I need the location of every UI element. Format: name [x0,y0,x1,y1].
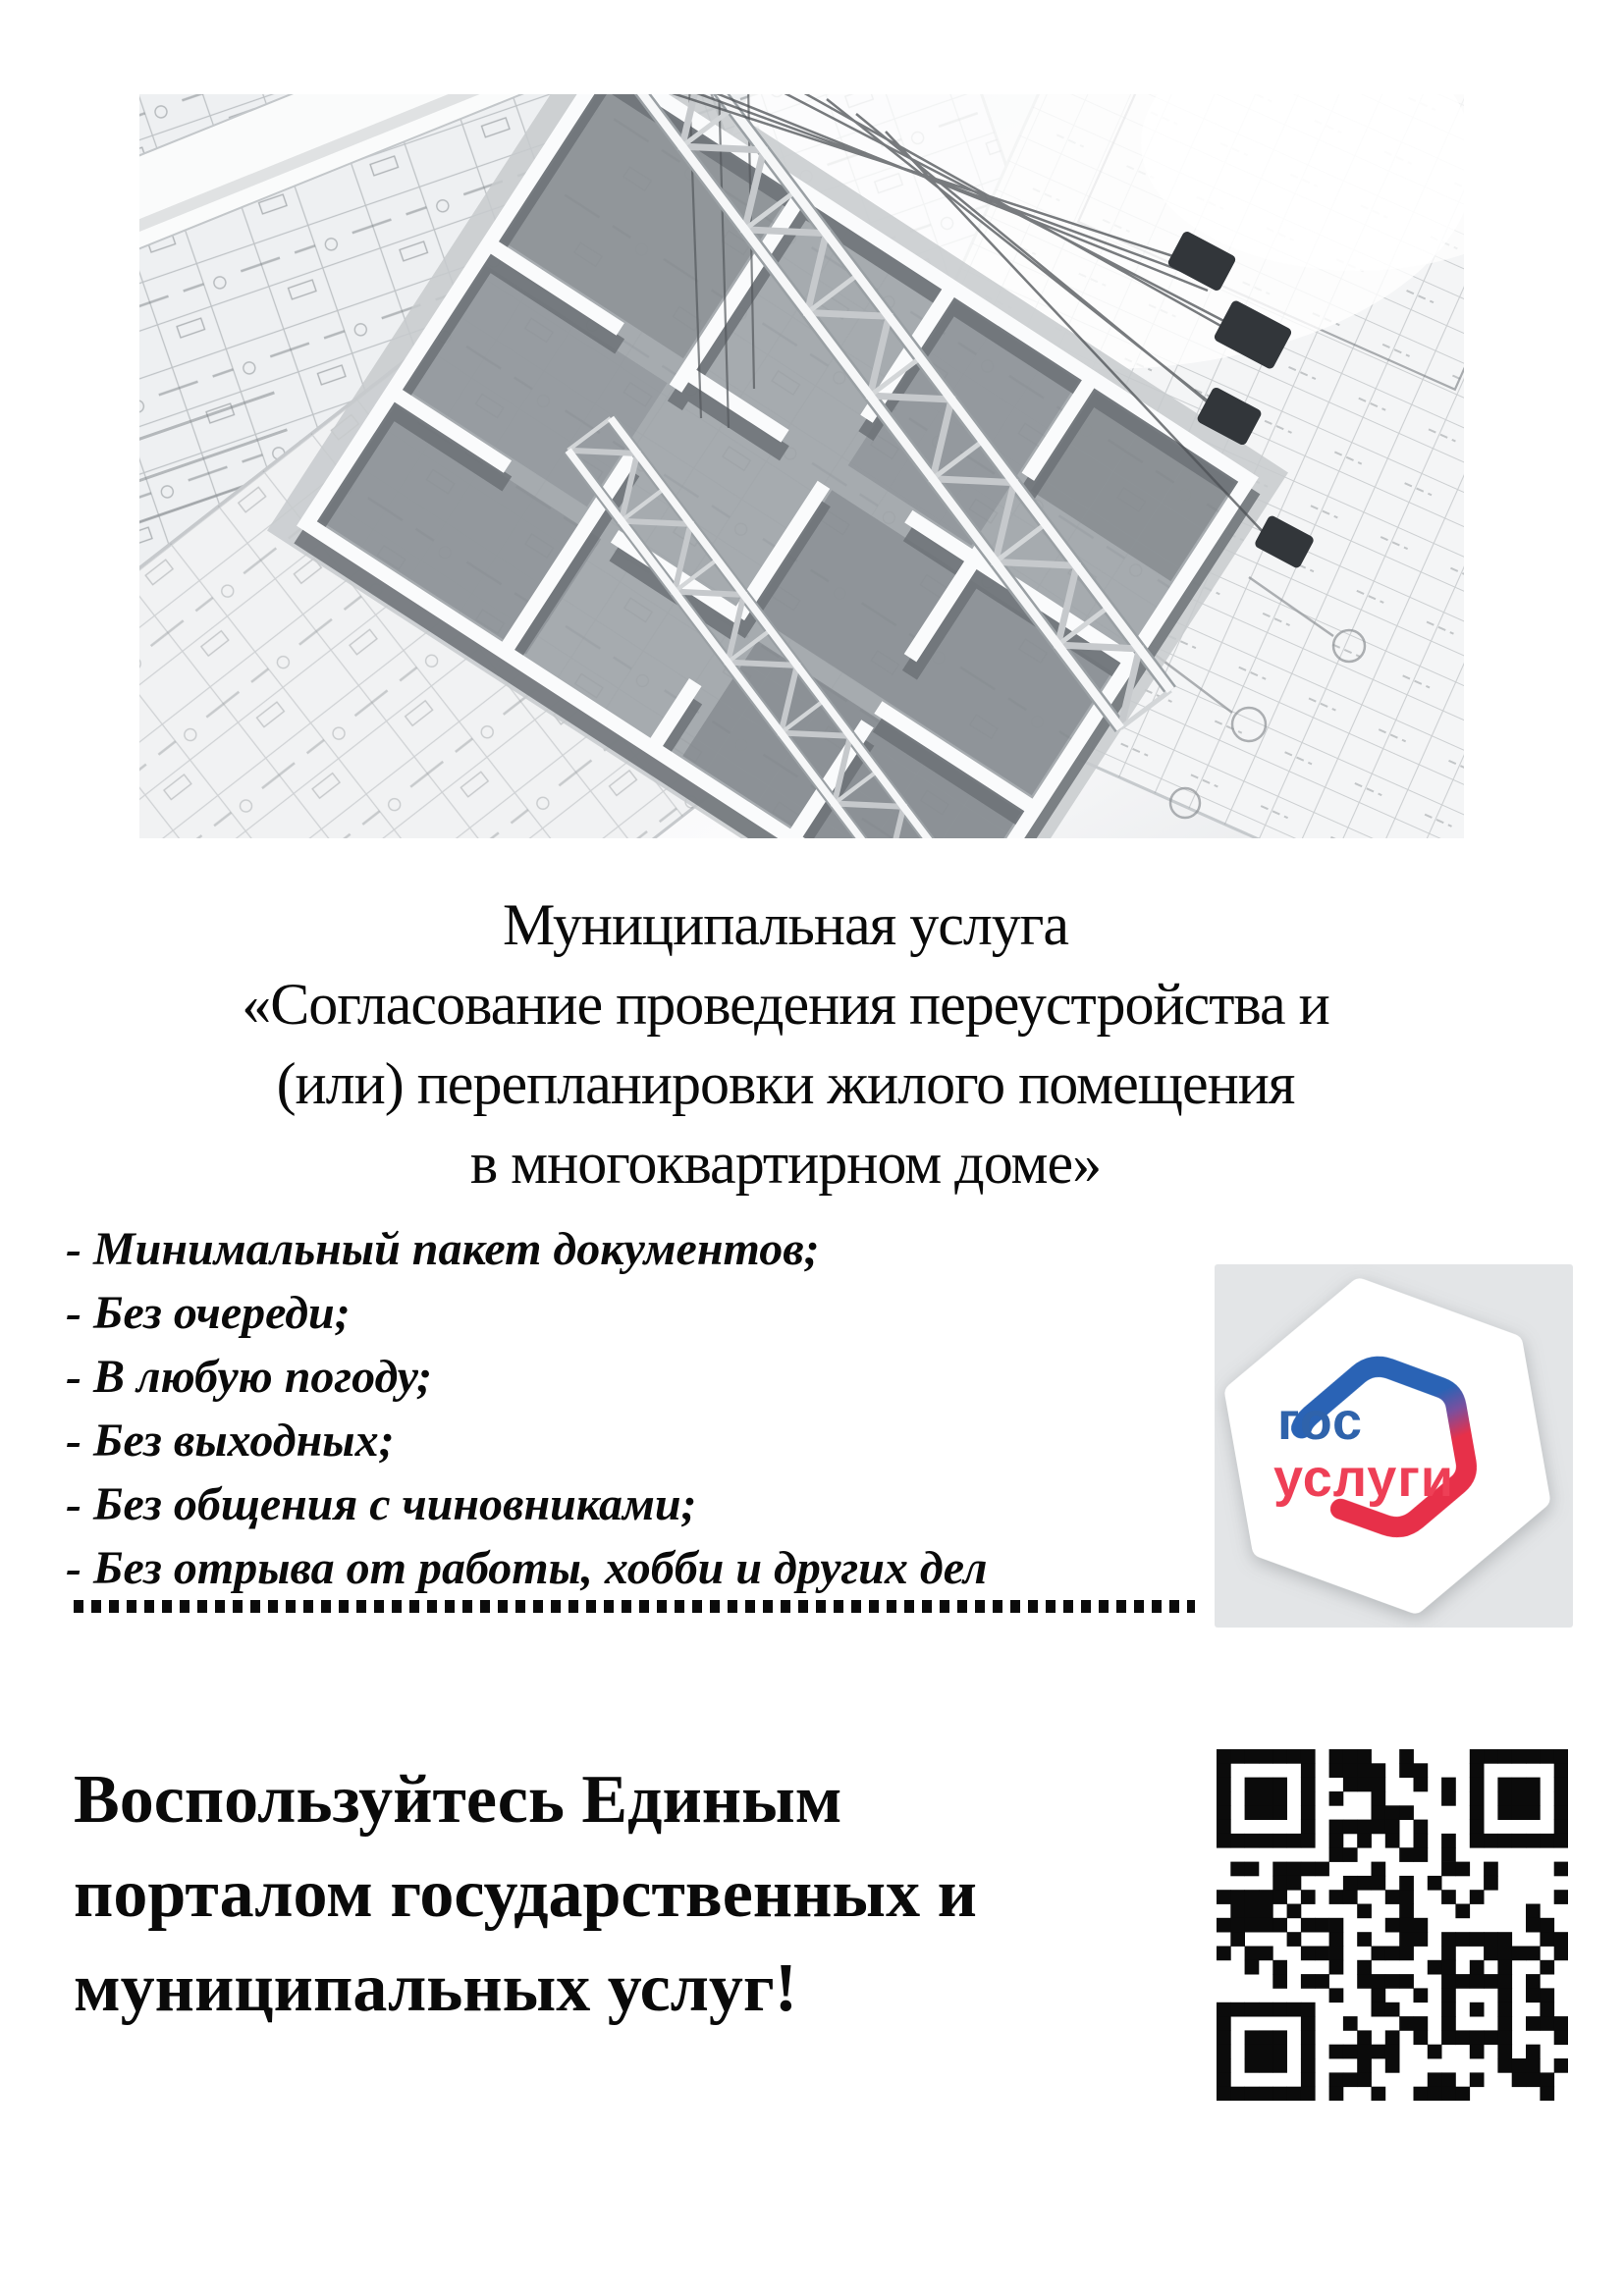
feature-item: - Без общения с чиновниками; [66,1478,697,1530]
blueprint-photo-art [139,94,1464,838]
feature-item: - Без выходных; [66,1415,395,1467]
blueprint-photo [139,94,1464,838]
feature-item: - В любую погоду; [66,1351,433,1403]
feature-item: - Без отрыва от работы, хобби и других дел [66,1542,988,1594]
service-title-line: в многоквартирном доме» [469,1131,1102,1196]
feature-item: - Без очереди; [66,1287,351,1339]
gosuslugi-logo-icon [1215,1264,1573,1628]
service-title-line: «Согласование проведения переустройства и [242,972,1329,1037]
service-title-line: (или) перепланировки жилого помещения [276,1051,1295,1116]
gosuslugi-logo [1215,1264,1573,1628]
service-title [64,885,1507,1203]
service-title-line: Муниципальная услуга [502,892,1068,957]
cta-line: муниципальных услуг! [74,1950,798,2026]
qr-code [1217,1749,1568,2101]
gosuslugi-hexagon-badge [1222,1266,1552,1626]
gosuslugi-logo-text-line2: услуги [1273,1449,1455,1508]
cta-heading [74,1753,1213,2036]
cta-line: порталом государственных и [74,1856,977,1932]
feature-item: - Минимальный пакет документов; [66,1223,820,1275]
cta-line: Воспользуйтесь Единым [74,1762,842,1838]
gosuslugi-logo-text-line1: гос [1277,1392,1364,1451]
dotted-divider [74,1600,1195,1613]
feature-list [66,1217,1205,1600]
